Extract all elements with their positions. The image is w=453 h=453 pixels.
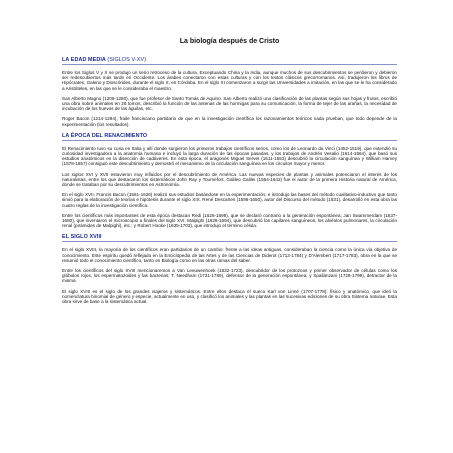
section-heading-text: EL SIGLO XVIII <box>62 234 102 241</box>
section-heading-edad-media <box>62 57 397 65</box>
paragraph: El Renacimiento tuvo su cuna en Italia y allí donde surgieron los primeros trabajos científicos serios, como los de Leonardo da Vinci (1452-1519), que extendió su curiosidad investigadora a la anatomía humana e incluyó la larga duración de las épocas pasadas, y los trabajos de Andrés Vesalio (1514-1564), que basó sus estudios anatómicos en la disección de cadáveres. En esta época, el aragonés Miguel Servet (1511-1553) descubrió la circulación sanguínea y William Harvey (1578-1657) consiguió este descubrimiento y demostró el mecanismo de la circulación sanguínea en los circuitos mayor y menor. <box>62 145 397 167</box>
section-heading-text: LA ÉPOCA DEL RENACIMIENTO <box>62 132 148 139</box>
paragraph: San Alberto Magno (1206-1280), que fue profesor de Santo Tomás de Aquino. San Alberto realizó una clasificación de las plantas según sus hojas y frutos, escribió una obra sobre animales en 26 tomos, describió la función de las antenas de las hormigas para su comunicación, la forma de tejer de las arañas, la necesidad de incubación de los huevos de las águilas, etc. <box>62 95 397 112</box>
paragraph: Los siglos XVI y XVII estuvieron muy influidos por el descubrimiento de América. Las nuevas especies de plantas y animales potenciaron el interés de los naturalistas, entre los que destacaron los sistemáticos John Ray y Tournefort, Galileo Galilei (1564-1642) fue el autor de la primera Historia natural de América, donde se trataban por su descubrimientos en Astronomía. <box>62 171 397 188</box>
section-heading-siglo-xviii <box>62 234 397 242</box>
paragraph: En el siglo XVIII, la mayoría de los científicos eran partidarios de un cambio: frente a las ideas antiguas, consideraban la ciencia como la única vía objetiva de conocimiento. Este espíritu quedó reflejado en la Enciclopedia de las Artes y de las Ciencias de Diderot (1713-1784) y D'Alembert (1717-1783), obra en la que se resumió todo el conocimiento científico, tanto en Biología como en las otras ramas del saber. <box>62 247 397 263</box>
paragraph: Entre los científicos más importantes de esta época destacan Redi (1626-1698), que se declaró contrario a la generación espontánea; Jan Swammerdam (1637-1680), que inventaron el microscopio a finales del siglo XVI; Malpighi (1628-1694), que descubrió los capilares sanguíneos, los alvéolos pulmonares, la circulación renal (pirámides de Malpighi), etc.; y Robert Hooke (1635-1703), que introdujo el término célula. <box>62 212 397 229</box>
paragraph: El siglo XVIII es el siglo de los grandes viajeros y sistemáticos. Entre ellos destaca el sueco Karl von Linné (1707-1778), físico y anatómico, que ideó la nomenclatura binomial de género y especie, actualmente en uso, y clasificó los animales y las plantas en las sucesivas ediciones de su obra Sistema naturae. Esta obra sirve de base a la sistemática actual. <box>62 288 397 305</box>
section-heading-renacimiento <box>62 133 397 141</box>
section-subheading: (SIGLOS V-XV) <box>107 57 147 63</box>
paragraph: Entre los científicos del siglo XVIII mencionaremos a Van Leeuwenhoek (1632-1723), descubridor de los protozoos y primer observador de células como los glóbulos rojos, los espermatozoides y las bacterias; T. Needham (1731-1789), defensor de la generación espontánea, y Spallanzani (1729-1799), detractor de la misma. <box>62 268 397 284</box>
paragraph: Roger Bacon (1214-1294), fraile franciscano partidario de que en la investigación científica los razonamientos teóricos nada prueban, que todo depende de la experimentación (los resultados). <box>62 116 397 127</box>
section-heading-text: LA EDAD MEDIA <box>62 57 106 63</box>
document-title: La biología después de Cristo <box>179 38 280 45</box>
paragraph: Entre los Siglos V y X se produjo un serio retroceso de la cultura. Exceptuando China y la India, aunque muchos de sus descubrimientos se perdieron y debieron ser redescubiertos más tarde en Occidente. Los árabes conectaron con estas culturas y con los textos clásicos grecorromanos. Así, tradujeron los libros de Hipócrates, Galeno y Dioscórides, durante el siglo X, en Córdoba. En el siglo XI comenzaron a surgir las Universidades a imitación, en las que se le ha considerado a Aristóteles, en las que se le consideraba el maestro. <box>62 70 397 91</box>
paragraph: En el siglo XVII, Francis Bacon (1561-1626) realizó sus estudios basándose en la experimentación, e introdujo las bases del método cualitativo-inductivo que tanto sirvió para la elaboración de teorías e hipótesis durante el siglo XIX. René Descartes (1596-1650), autor del Discurso del método (1631), desarrolló en esta obra las cuatro reglas de la investigación científica. <box>62 192 397 208</box>
